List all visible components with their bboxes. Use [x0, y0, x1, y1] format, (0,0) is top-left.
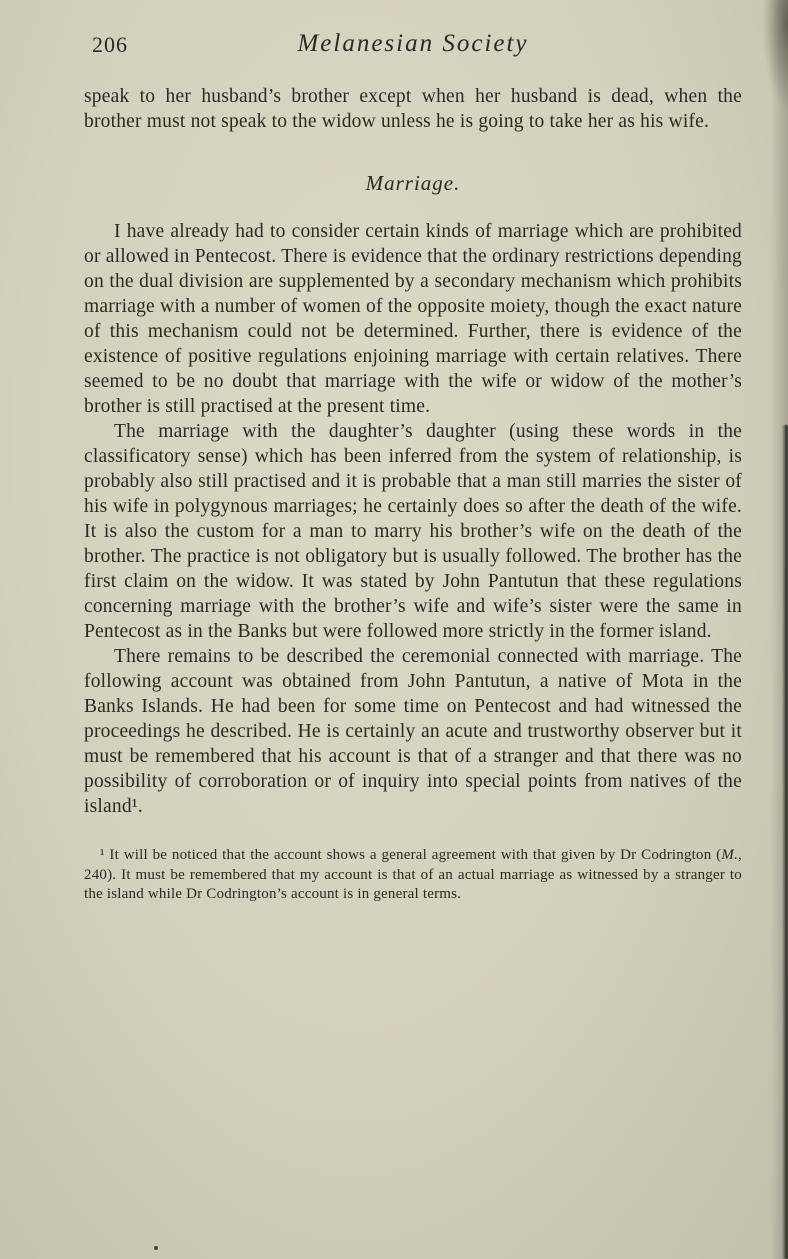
footnote-text-italic: M. [721, 847, 739, 863]
scan-edge-dark-strip [782, 425, 788, 1259]
scan-ink-speck [154, 1246, 158, 1250]
body-text [84, 84, 742, 819]
paragraph-2: I have already had to consider certain kinds of marriage which are prohibited or allowed in Pentecost. There is evidence that the ordinary restrictions depending on the dual division are supplemented by a secondary mechanism which prohibits marriage with a number of women of the opposite moiety, though the exact nature of this mechanism could not be determined. Further, there is evidence of the existence of positive regulations enjoining marriage with certain relatives. There seemed to be no doubt that marriage with the wife or widow of the mother’s brother is still practised at the present time. [84, 221, 742, 417]
page-content [84, 0, 742, 905]
footnote [84, 846, 742, 905]
page-number: 206 [92, 32, 128, 57]
page-header [84, 30, 742, 68]
footnote-text-pre: ¹ It will be noticed that the account shows a general agreement with that given by Dr Codrington ( [100, 847, 722, 863]
paragraph-1: speak to her husband’s brother except when her husband is dead, when the brother must not speak to the widow unless he is going to take her as his wife. [84, 86, 742, 132]
scan-edge-shadow [770, 0, 788, 1259]
paragraph-4: There remains to be described the ceremonial connected with marriage. The following account was obtained from John Pantutun, a native of Mota in the Banks Islands. He had been for some time on Pentecost and had witnessed the proceedings he described. He is certainly an acute and trustworthy observer but it must be remembered that his account is that of a stranger and that there was no possibility of corroboration or of inquiry into special points from natives of the island¹. [84, 646, 742, 817]
paragraph-3: The marriage with the daughter’s daughter (using these words in the classificatory sense) which has been inferred from the system of relationship, is probably also still practised and it is probable that a man still marries the sister of his wife in polygynous marriages; he certainly does so after the death of the wife. It is also the custom for a man to marry his brother’s wife on the death of the brother. The practice is not obligatory but is usually followed. The brother has the first claim on the widow. It was stated by John Pantutun that these regulations concerning marriage with the brother’s wife and wife’s sister were the same in Pentecost as in the Banks but were followed more strictly in the former island. [84, 421, 742, 642]
running-title: Melanesian Society [297, 30, 529, 57]
section-heading-marriage: Marriage. [365, 171, 461, 195]
scan-corner-smudge [762, 0, 788, 110]
footnote-text-post: , 240). It must be remembered that my account is that of an actual marriage as witnessed by a stranger to the island while Dr Codrington’s account is in general terms. [84, 847, 742, 902]
